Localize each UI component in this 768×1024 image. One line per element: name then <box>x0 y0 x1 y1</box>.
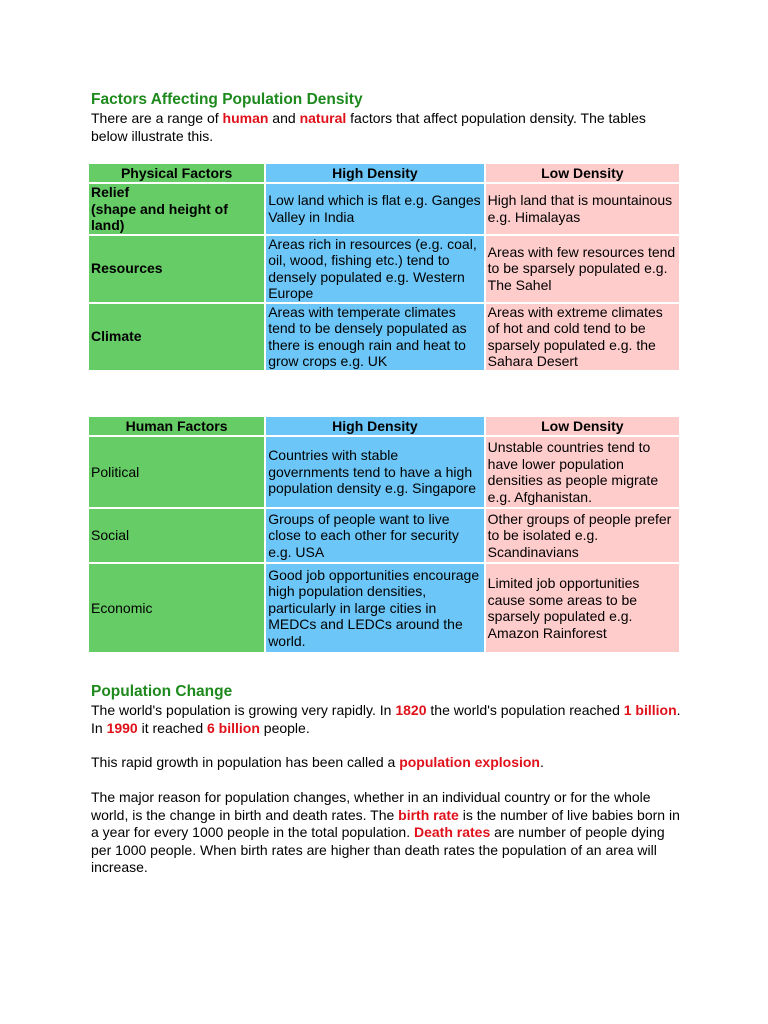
text-run: people. <box>259 719 310 736</box>
header-high-density: High Density <box>266 417 483 435</box>
highlight-population: 6 billion <box>207 719 260 736</box>
high-density-cell: Areas rich in resources (e.g. coal, oil, wood, fishing etc.) tend to densely populated e.g. Western Europe <box>266 236 483 302</box>
table-row <box>89 564 679 652</box>
birth-death-rate-paragraph <box>91 789 681 877</box>
header-human-factors: Human Factors <box>89 417 264 435</box>
highlight-human: human <box>222 110 269 126</box>
factor-name: Relief <box>91 184 130 200</box>
header-low-density: Low Density <box>486 417 679 435</box>
intro-paragraph <box>91 110 681 145</box>
factor-cell: Social <box>89 509 264 562</box>
header-physical-factors: Physical Factors <box>89 164 264 182</box>
text-run: The world's population is growing very rapidly. In <box>91 702 396 718</box>
table-row <box>89 304 679 370</box>
factor-cell: Resources <box>89 236 264 302</box>
text-run: is the number of live babies born in a year for every 1000 people in the total population. <box>91 806 680 840</box>
highlight-population: 1 billion <box>623 702 677 718</box>
highlight-term: population explosion <box>399 754 540 770</box>
low-density-cell: Other groups of people prefer to be isolated e.g. Scandinavians <box>486 509 679 562</box>
high-density-cell: Low land which is flat e.g. Ganges Valley in India <box>266 184 483 234</box>
physical-factors-table <box>87 162 681 372</box>
section-title-factors: Factors Affecting Population Density <box>91 91 363 108</box>
low-density-cell: Areas with few resources tend to be sparsely populated e.g. The Sahel <box>486 236 679 302</box>
factor-cell: Political <box>89 437 264 507</box>
low-density-cell: Limited job opportunities cause some areas to be sparsely populated e.g. Amazon Rainforest <box>486 564 679 652</box>
highlight-term: Death rates <box>414 824 491 840</box>
text-run: are number of people dying per 1000 people. When birth rates are higher than death rates the population of an area will increase. <box>91 824 665 875</box>
high-density-cell: Groups of people want to live close to each other for security e.g. USA <box>266 509 483 562</box>
low-density-cell: High land that is mountainous e.g. Himalayas <box>486 184 679 234</box>
low-density-cell: Unstable countries tend to have lower population densities as people migrate e.g. Afghanistan. <box>486 437 679 507</box>
text-run: factors that affect population density. The tables below illustrate this. <box>91 110 646 144</box>
high-density-cell: Good job opportunities encourage high population densities, particularly in large cities in MEDCs and LEDCs around the world. <box>266 564 483 652</box>
table-row <box>89 236 679 302</box>
text-run: . In <box>91 702 681 736</box>
header-low-density: Low Density <box>486 164 679 182</box>
low-density-cell: Areas with extreme climates of hot and cold tend to be sparsely populated e.g. the Sahara Desert <box>486 304 679 370</box>
highlight-natural: natural <box>299 110 347 126</box>
highlight-term: birth rate <box>398 806 459 823</box>
factor-cell: Economic <box>89 564 264 652</box>
table-row <box>89 184 679 234</box>
text-run: This rapid growth in population has been called a <box>91 754 400 770</box>
table-row <box>89 509 679 562</box>
highlight-year: 1820 <box>395 702 427 718</box>
factor-cell: Climate <box>89 304 264 370</box>
table-header-row <box>89 164 679 182</box>
text-run: The major reason for population changes, whether in an individual country or for the whole world, is the change in birth and death rates. The <box>91 789 651 823</box>
text-run: the world's population reached <box>426 702 624 718</box>
text-run: it reached <box>137 719 207 736</box>
section-title-population-change: Population Change <box>91 683 233 700</box>
human-factors-table <box>87 415 681 654</box>
table-row <box>89 437 679 507</box>
text-run: There are a range of <box>91 110 223 126</box>
population-growth-paragraph <box>91 702 681 737</box>
text-run: and <box>268 110 300 126</box>
table-header-row <box>89 417 679 435</box>
population-explosion-paragraph <box>91 754 681 772</box>
factor-subtitle: (shape and height of land) <box>91 200 228 233</box>
header-high-density: High Density <box>266 164 483 182</box>
text-run: . <box>539 754 544 770</box>
factor-cell <box>89 184 264 234</box>
high-density-cell: Areas with temperate climates tend to be densely populated as there is enough rain and heat to grow crops e.g. UK <box>266 304 483 370</box>
high-density-cell: Countries with stable governments tend to have a high population density e.g. Singapore <box>266 437 483 507</box>
highlight-year: 1990 <box>106 719 138 736</box>
